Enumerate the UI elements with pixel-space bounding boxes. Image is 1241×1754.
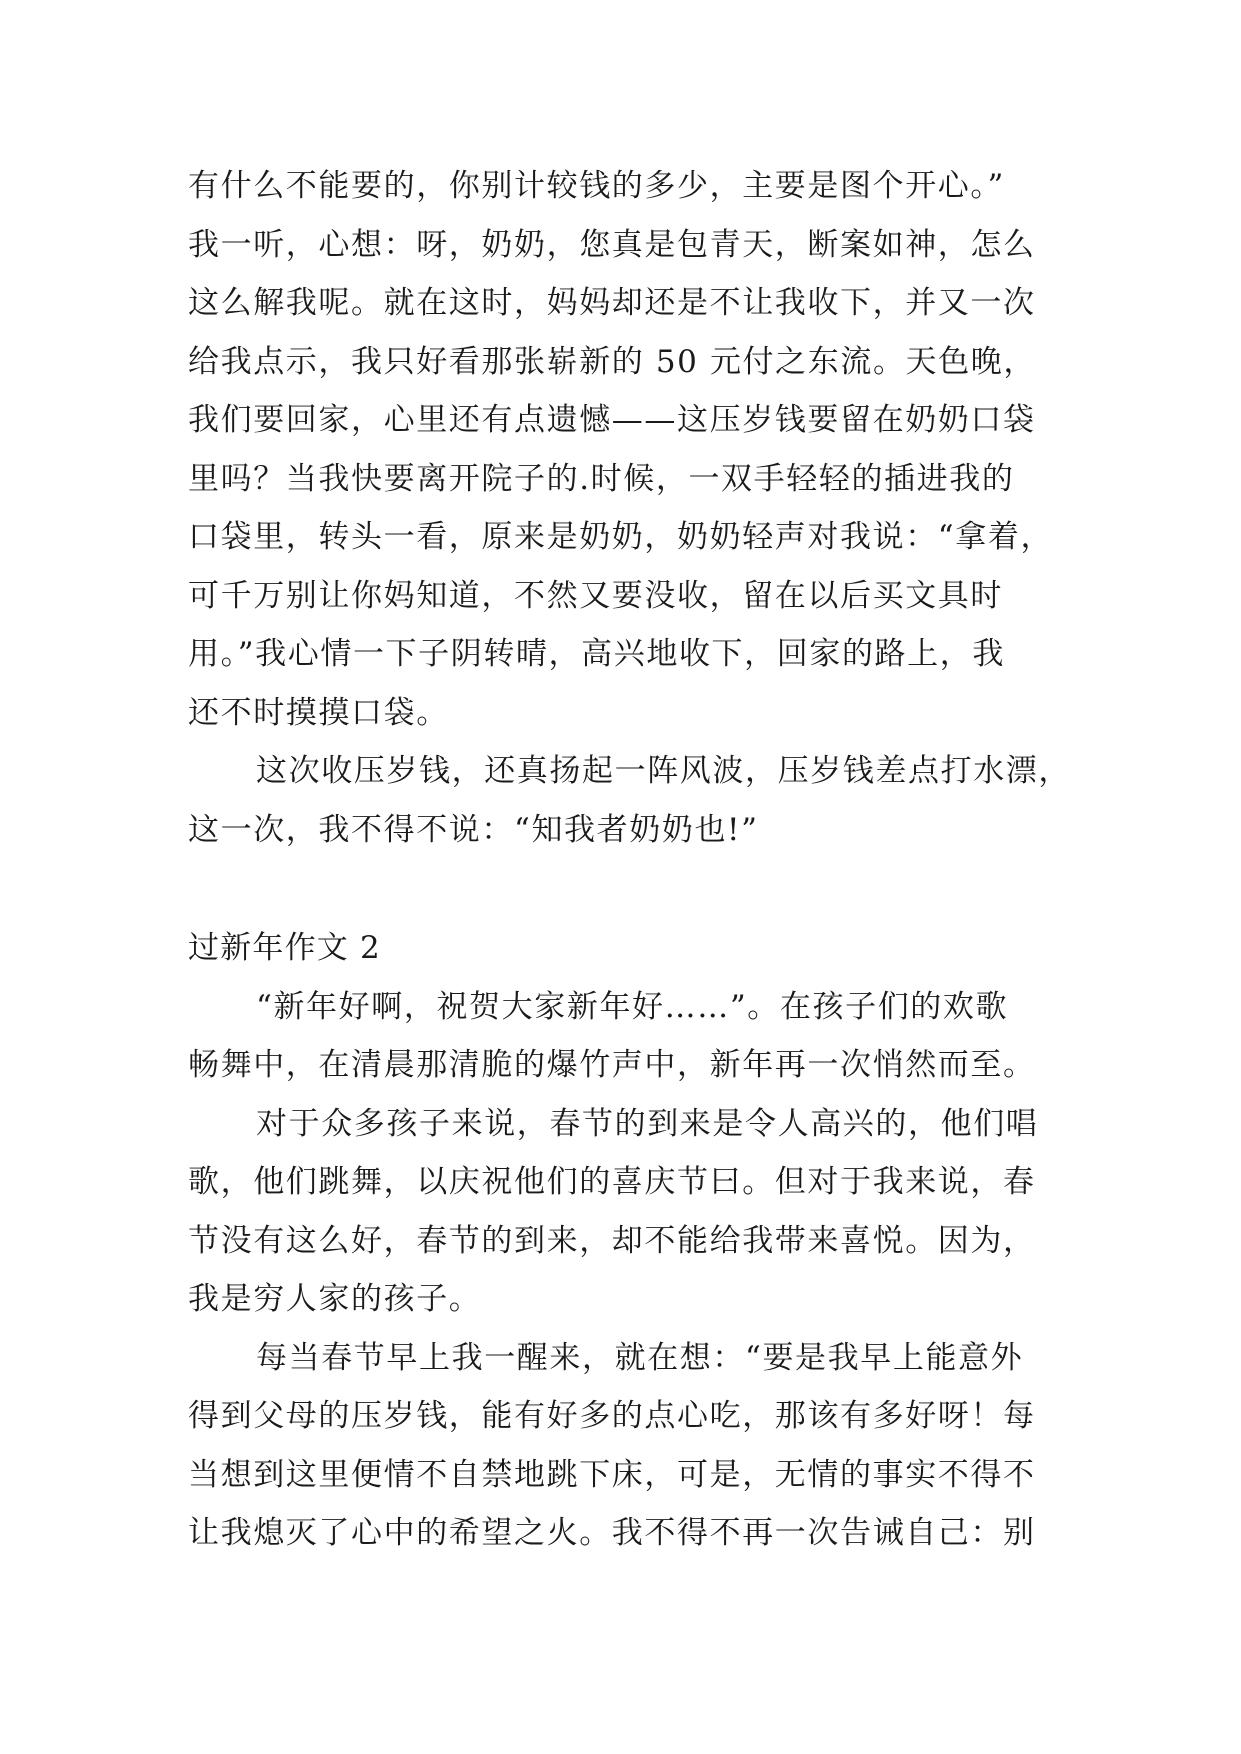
text-line: 有什么不能要的，你别计较钱的多少，主要是图个开心。” — [188, 168, 1005, 204]
text-line: 当想到这里便情不自禁地跳下床，可是，无情的事实不得不 — [188, 1456, 1036, 1493]
text-line: 对于众多孩子来说，春节的到来是令人高兴的，他们唱 — [256, 1105, 1039, 1142]
text-line: 给我点示，我只好看那张崭新的 50 元付之东流。天色晚， — [188, 343, 1036, 380]
paragraph — [188, 1329, 1068, 1563]
text-line: 我是穷人家的孩子。 — [188, 1281, 482, 1317]
text-line: 这一次，我不得不说：“知我者奶奶也!” — [188, 811, 759, 848]
text-line: 我们要回家，心里还有点遗憾——这压岁钱要留在奶奶口袋 — [188, 402, 1036, 438]
text-line: 里吗？当我快要离开院子的.时候，一双手轻轻的插进我的 — [188, 460, 1015, 497]
text-line: 这么解我呢。就在这时，妈妈却还是不让我收下，并又一次 — [188, 285, 1036, 321]
paragraph — [188, 157, 1068, 742]
text-line: 还不时摸摸口袋。 — [188, 694, 449, 731]
text-line: 得到父母的压岁钱，能有好多的点心吃，那该有多好呀！每 — [188, 1398, 1036, 1434]
text-line: 这次收压岁钱，还真扬起一阵风波，压岁钱差点打水漂， — [256, 753, 1071, 789]
text-line: 让我熄灭了心中的希望之火。我不得不再一次告诫自己：别 — [188, 1515, 1036, 1551]
paragraph — [188, 978, 1068, 1095]
paragraph — [188, 742, 1071, 859]
text-line: 口袋里，转头一看，原来是奶奶，奶奶轻声对我说：“拿着， — [188, 519, 1054, 555]
text-line: “新年好啊，祝贺大家新年好……”。在孩子们的欢歌 — [256, 988, 1009, 1025]
text-line: 歌，他们跳舞，以庆祝他们的喜庆节曰。但对于我来说，春 — [188, 1164, 1036, 1200]
paragraph — [188, 1095, 1068, 1329]
section-heading: 过新年作文 2 — [188, 930, 381, 966]
text-line: 每当春节早上我一醒来，就在想：“要是我早上能意外 — [256, 1339, 1024, 1376]
text-line: 我一听，心想：呀，奶奶，您真是包青天，断案如神，怎么 — [188, 226, 1036, 263]
text-line: 节没有这么好，春节的到来，却不能给我带来喜悦。因为， — [188, 1222, 1036, 1259]
document-body — [188, 157, 1071, 1563]
text-line: 可千万别让你妈知道，不然又要没收，留在以后买文具时 — [188, 577, 1003, 614]
text-line: 畅舞中，在清晨那清脆的爆竹声中，新年再一次悄然而至。 — [188, 1047, 1036, 1083]
section-spacer — [188, 859, 1068, 919]
text-line: 用。”我心情一下子阴转晴，高兴地收下，回家的路上，我 — [188, 636, 1005, 672]
